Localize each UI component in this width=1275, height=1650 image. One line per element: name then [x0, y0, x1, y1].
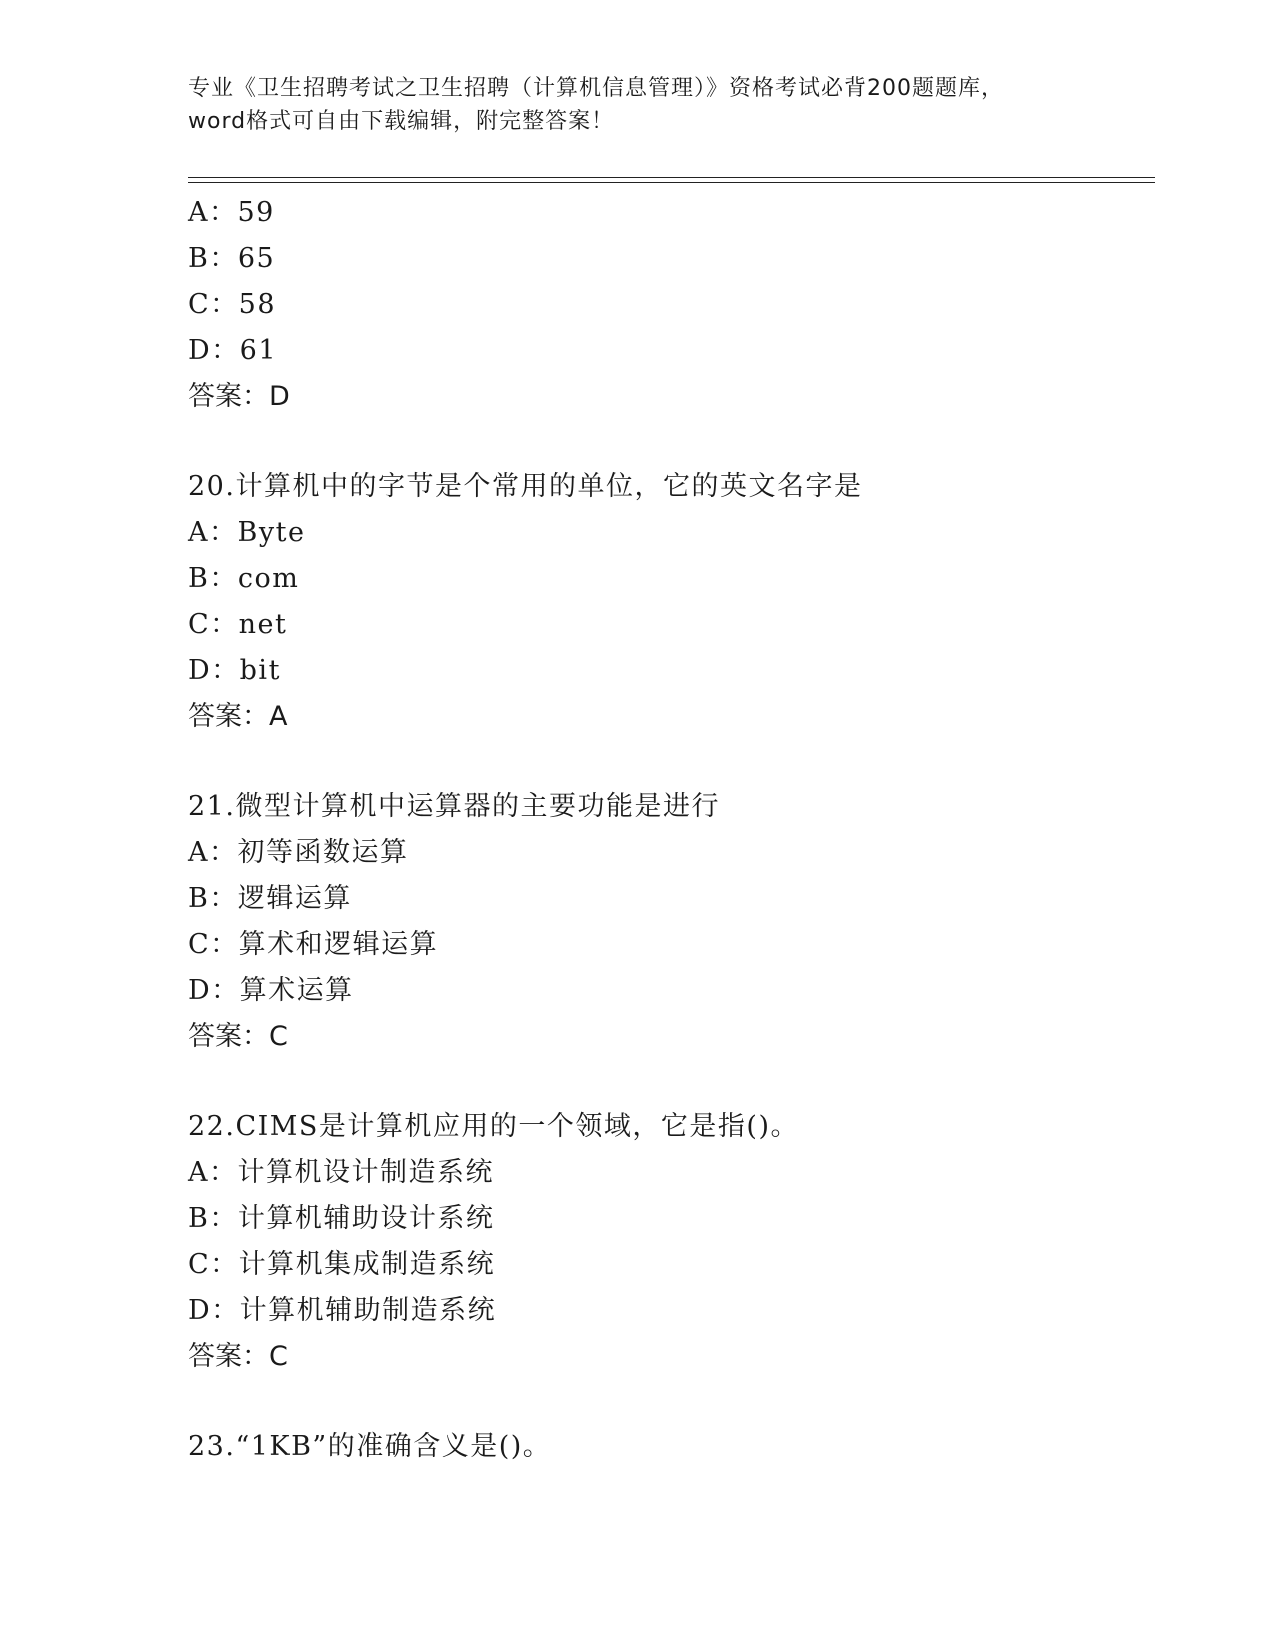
question-text: 23.“1KB”的准确含义是()。 — [188, 1431, 552, 1462]
spacer — [188, 740, 1148, 784]
option-b: B：逻辑运算 — [188, 883, 352, 914]
option-c: C：net — [188, 609, 288, 640]
option-b: B：65 — [188, 243, 276, 274]
spacer — [188, 1060, 1148, 1104]
answer-line: 答案：C — [188, 1341, 288, 1372]
question-19-continuation — [188, 190, 1148, 420]
document-header — [188, 72, 1088, 138]
question-22 — [188, 1104, 1148, 1380]
answer-line: 答案：D — [188, 381, 290, 412]
question-text: 22.CIMS是计算机应用的一个领域，它是指()。 — [188, 1111, 799, 1142]
answer-line: 答案：A — [188, 701, 288, 732]
question-23 — [188, 1424, 1148, 1470]
question-21 — [188, 784, 1148, 1060]
option-a: A：59 — [188, 197, 275, 228]
option-d: D：计算机辅助制造系统 — [188, 1295, 497, 1326]
header-title-line-2: word格式可自由下载编辑，附完整答案！ — [188, 109, 615, 134]
option-c: C：58 — [188, 289, 277, 320]
question-text: 21.微型计算机中运算器的主要功能是进行 — [188, 791, 720, 822]
header-divider-top — [188, 177, 1155, 178]
question-text: 20.计算机中的字节是个常用的单位，它的英文名字是 — [188, 471, 863, 502]
option-d: D：61 — [188, 335, 278, 366]
spacer — [188, 1380, 1148, 1424]
question-content — [188, 190, 1148, 1470]
option-a: A：计算机设计制造系统 — [188, 1157, 494, 1188]
question-20 — [188, 464, 1148, 740]
option-c: C：计算机集成制造系统 — [188, 1249, 496, 1280]
option-a: A：初等函数运算 — [188, 837, 409, 868]
option-d: D：bit — [188, 655, 281, 686]
answer-line: 答案：C — [188, 1021, 288, 1052]
option-b: B：计算机辅助设计系统 — [188, 1203, 495, 1234]
header-divider-bottom — [188, 182, 1155, 183]
option-d: D：算术运算 — [188, 975, 354, 1006]
spacer — [188, 420, 1148, 464]
option-a: A：Byte — [188, 517, 306, 548]
header-title-line-1: 专业《卫生招聘考试之卫生招聘（计算机信息管理）》资格考试必背200题题库， — [188, 76, 1004, 101]
option-c: C：算术和逻辑运算 — [188, 929, 439, 960]
option-b: B：com — [188, 563, 300, 594]
